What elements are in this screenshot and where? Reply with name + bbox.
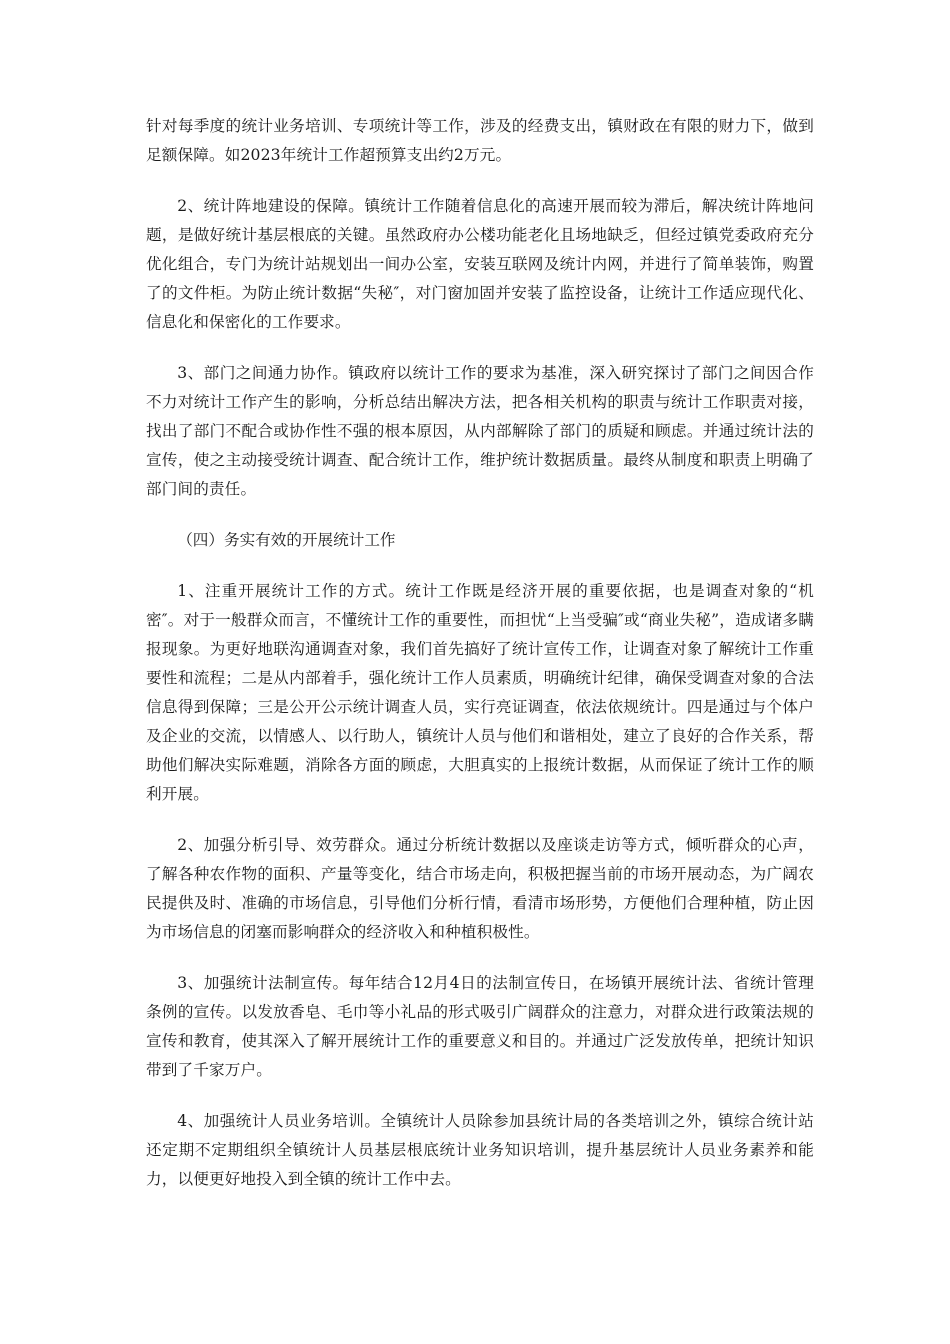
paragraph-work-methods: 1、注重开展统计工作的方式。统计工作既是经济开展的重要依据，也是调查对象的“机密″。对于一般群众而言，不懂统计工作的重要性，而担忧“上当受骗″或“商业失秘”，造成诸多瞒报现象。为更好地联沟通调查对象，我们首先搞好了统计宣传工作，让调查对象了解统计工作重要性和流程；二是从内部着手，强化统计工作人员素质，明确统计纪律，确保受调查对象的合法信息得到保障；三是公开公示统计调查人员，实行亮证调查，依法依规统计。四是通过与个体户及企业的交流，以情感人、以行助人，镇统计人员与他们和谐相处，建立了良好的合作关系，帮助他们解决实际难题，消除各方面的顾虑，大胆真实的上报统计数据，从而保证了统计工作的顺利开展。 (146, 582, 814, 803)
paragraph-department-cooperation: 3、部门之间通力协作。镇政府以统计工作的要求为基准，深入研究探讨了部门之间因合作不力对统计工作产生的影响，分析总结出解决方法，把各相关机构的职责与统计工作职责对接，找出了部门不配合或协作性不强的根本原因，从内部解除了部门的质疑和顾虑。并通过统计法的宣传，使之主动接受统计调查、配合统计工作，维护统计数据质量。最终从制度和职责上明确了部门间的责任。 (146, 364, 814, 498)
paragraph-venue-construction: 2、统计阵地建设的保障。镇统计工作随着信息化的高速开展而较为滞后，解决统计阵地问题，是做好统计基层根底的关键。虽然政府办公楼功能老化且场地缺乏，但经过镇党委政府充分优化组合，专门为统计站规划出一间办公室，安装互联网及统计内网，并进行了简单装饰，购置了的文件柜。为防止统计数据“失秘″，对门窗加固并安装了监控设备，让统计工作适应现代化、信息化和保密化的工作要求。 (146, 197, 814, 331)
paragraph-legal-publicity: 3、加强统计法制宣传。每年结合12月4日的法制宣传日，在场镇开展统计法、省统计管理条例的宣传。以发放香皂、毛巾等小礼品的形式吸引广阔群众的注意力，对群众进行政策法规的宣传和教育，使其深入了解开展统计工作的重要意义和目的。并通过广泛发放传单，把统计知识带到了千家万户。 (146, 974, 814, 1079)
paragraph-staff-training: 4、加强统计人员业务培训。全镇统计人员除参加县统计局的各类培训之外，镇综合统计站还定期不定期组织全镇统计人员基层根底统计业务知识培训，提升基层统计人员业务素养和能力，以便更好地投入到全镇的统计工作中去。 (146, 1112, 814, 1188)
paragraph-analysis-guidance: 2、加强分析引导、效劳群众。通过分析统计数据以及座谈走访等方式，倾听群众的心声，了解各种农作物的面积、产量等变化，结合市场走向，积极把握当前的市场开展动态，为广阔农民提供及时、准确的市场信息，引导他们分析行情，看清市场形势，方便他们合理种植，防止因为市场信息的闭塞而影响群众的经济收入和种植积极性。 (146, 836, 814, 941)
paragraph-funding: 针对每季度的统计业务培训、专项统计等工作，涉及的经费支出，镇财政在有限的财力下，做到足额保障。如2023年统计工作超预算支出约2万元。 (146, 117, 814, 164)
document-body (146, 112, 814, 1216)
section-heading-4: （四）务实有效的开展统计工作 (177, 531, 396, 549)
